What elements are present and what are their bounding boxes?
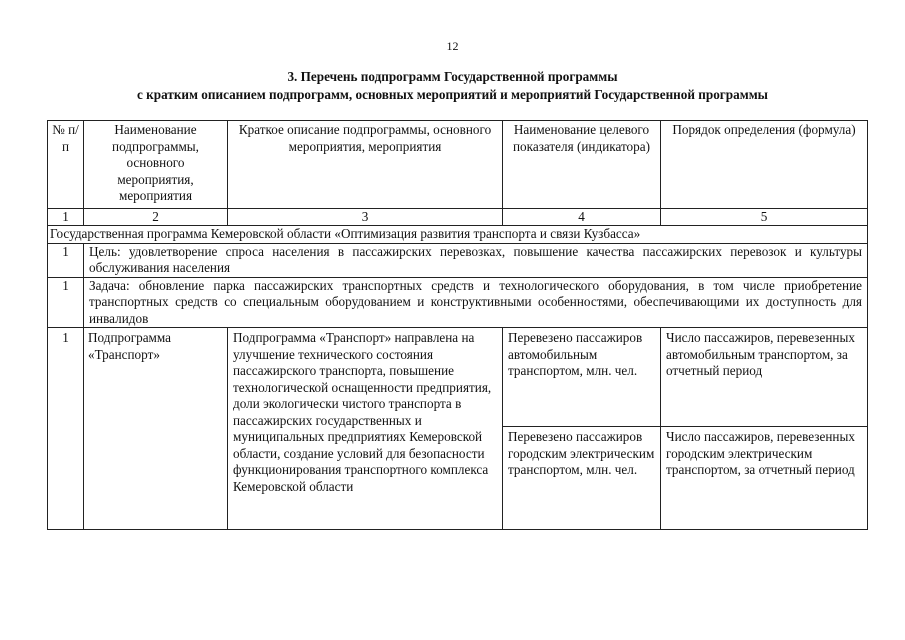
goal-number: 1: [48, 243, 84, 277]
header-col-indicator: Наименование целевого показателя (индикатора): [503, 121, 661, 209]
indicator-formula: Число пассажиров, перевезенных городским электрическим транспортом, за отчетный период: [661, 426, 867, 529]
document-title: 3. Перечень подпрограмм Государственной программы: [287, 69, 618, 84]
task-text: Задача: обновление парка пассажирских транспортных средств и технологического оборудования, в том числе приобретение транспортных средств со специальным оборудованием и конструктивными особенностями, обеспечивающими их доступность для инвалидов: [84, 277, 868, 328]
indicator-name: Перевезено пассажиров автомобильным транспортом, млн. чел.: [508, 330, 643, 378]
program-row: [48, 226, 868, 244]
column-number: 5: [661, 209, 868, 226]
column-number: 3: [228, 209, 503, 226]
indicator-cell: [503, 328, 661, 530]
column-number: 4: [503, 209, 661, 226]
indicator-formula: Число пассажиров, перевезенных автомобильным транспортом, за отчетный период: [666, 330, 855, 378]
document-subtitle: с кратким описанием подпрограмм, основных мероприятий и мероприятий Государственной программы: [137, 87, 768, 102]
indicator-name: Перевезено пассажиров городским электрическим транспортом, млн. чел.: [503, 426, 660, 529]
column-number: 1: [48, 209, 84, 226]
header-col-num: № п/п: [48, 121, 84, 209]
column-number-row: [48, 209, 868, 226]
page-number: 12: [446, 39, 459, 53]
column-number: 2: [84, 209, 228, 226]
task-row: [48, 277, 868, 328]
subprogram-description: Подпрограмма «Транспорт» направлена на улучшение технического состояния пассажирского транспорта, повышение технологической оснащенности предприятия, доли экологически чистого транспорта в пассажирских государственных и муниципальных предприятиях Кемеровской области, создание условий для безопасности функционирования транспортного комплекса Кемеровской области: [228, 328, 503, 530]
formula-cell: [661, 328, 868, 530]
header-row: [48, 121, 868, 209]
header-col-name: Наименование подпрограммы, основного мероприятия, мероприятия: [84, 121, 228, 209]
subprogram-name: Подпрограмма «Транспорт»: [84, 328, 228, 530]
subprogram-number: 1: [48, 328, 84, 530]
goal-row: [48, 243, 868, 277]
subprogram-row: [48, 328, 868, 530]
goal-text: Цель: удовлетворение спроса населения в пассажирских перевозках, повышение качества пассажирских перевозок и культуры обслуживания населения: [84, 243, 868, 277]
program-name: Государственная программа Кемеровской области «Оптимизация развития транспорта и связи Кузбасса»: [48, 226, 868, 244]
header-col-formula: Порядок определения (формула): [661, 121, 868, 209]
header-col-description: Краткое описание подпрограммы, основного мероприятия, мероприятия: [228, 121, 503, 209]
task-number: 1: [48, 277, 84, 328]
subprogram-table: [47, 120, 868, 530]
